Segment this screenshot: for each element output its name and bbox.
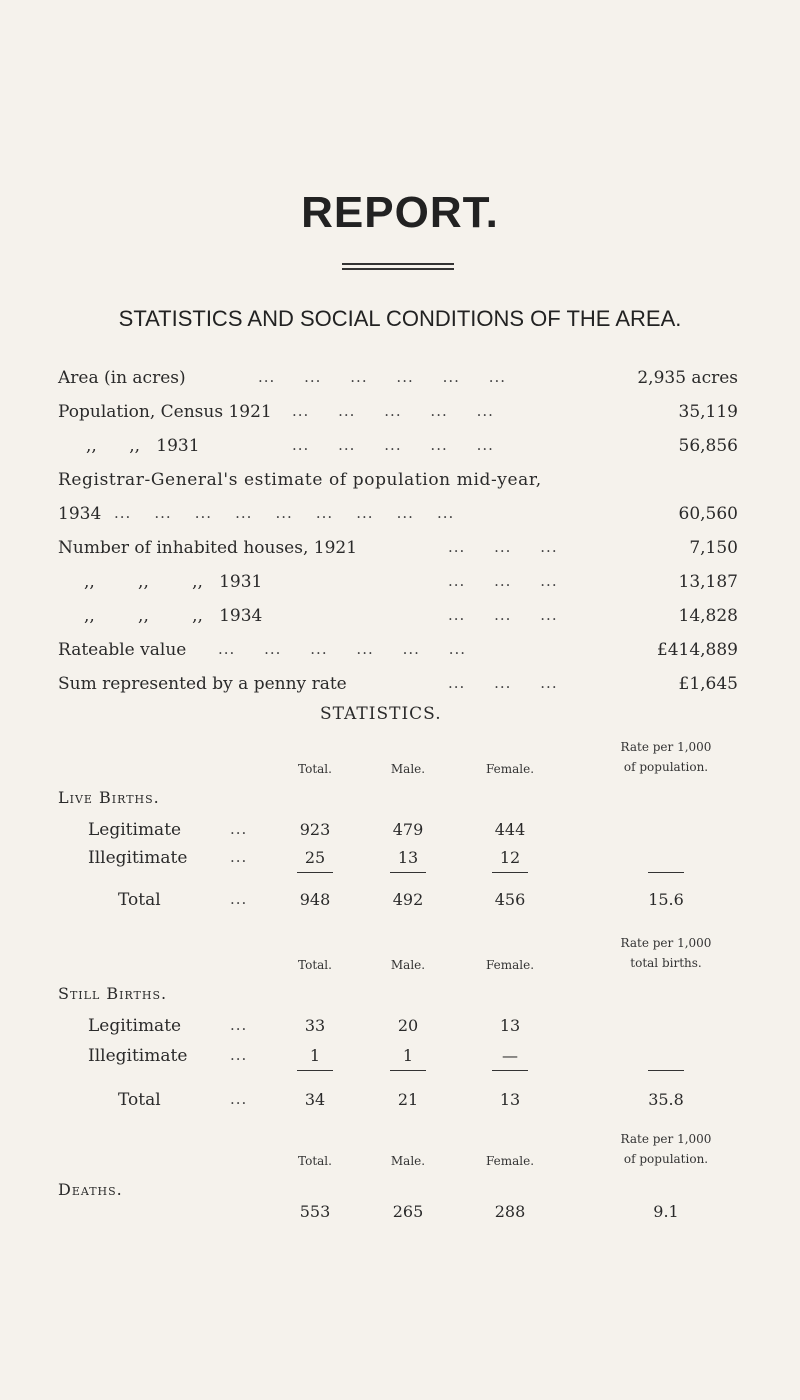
rate-header-line2: of population. — [623, 1152, 709, 1166]
col-male-header: Male. — [390, 762, 426, 776]
col-total-header: Total. — [298, 762, 332, 776]
houses-1921-label: Number of inhabited houses, 1921 — [58, 538, 358, 558]
leader-dots: ... — [230, 1090, 248, 1108]
col-total-header: Total. — [298, 1154, 332, 1168]
still-births-title: Still Births. — [58, 984, 168, 1003]
cell-male: 20 — [397, 1016, 419, 1035]
houses-1934-label: ,, ,, ,, 1934 — [84, 606, 263, 626]
row-label: Total — [118, 1090, 161, 1110]
cell-total: 25 — [304, 848, 326, 867]
cell-female: 456 — [494, 890, 526, 909]
cell-total: 1 — [309, 1046, 321, 1065]
leader-dots: ... ... ... ... ... ... ... ... ... — [114, 504, 455, 522]
cell-total: 923 — [299, 820, 331, 839]
cell-total: 34 — [304, 1090, 326, 1109]
houses-1931-value: 13,187 — [678, 572, 738, 592]
cell-female: 444 — [494, 820, 526, 839]
leader-dots: ... — [230, 890, 248, 908]
sum-rule — [492, 872, 528, 873]
cell-male: 492 — [392, 890, 424, 909]
sum-rule — [390, 1070, 426, 1071]
houses-1931-label: ,, ,, ,, 1931 — [84, 572, 263, 592]
col-total-header: Total. — [298, 958, 332, 972]
row-label: Total — [118, 890, 161, 910]
statistics-title: STATISTICS. — [320, 704, 442, 724]
area-label: Area (in acres) — [58, 368, 186, 388]
sum-rule — [297, 1070, 333, 1071]
col-male-header: Male. — [390, 958, 426, 972]
houses-1921-value: 7,150 — [689, 538, 738, 558]
cell-male: 21 — [397, 1090, 419, 1109]
cell-total: 948 — [299, 890, 331, 909]
leader-dots: ... — [230, 820, 248, 838]
row-label: Illegitimate — [88, 1046, 188, 1066]
area-value: 2,935 acres — [637, 368, 738, 388]
row-label: Legitimate — [88, 1016, 182, 1036]
deaths-title: Deaths. — [58, 1180, 123, 1199]
rate-header-line1: Rate per 1,000 — [620, 936, 712, 950]
leader-dots: ... — [230, 848, 248, 866]
population-1921-label: Population, Census 1921 — [58, 402, 272, 422]
cell-total: 553 — [299, 1202, 331, 1221]
section-heading: STATISTICS AND SOCIAL CONDITIONS OF THE AREA. — [118, 306, 682, 331]
cell-female: 13 — [499, 1016, 521, 1035]
row-label: Illegitimate — [88, 848, 188, 868]
sum-rule — [297, 872, 333, 873]
cell-female: 12 — [499, 848, 521, 867]
leader-dots: ... ... ... — [448, 674, 558, 692]
rate-header-line2: of population. — [623, 760, 709, 774]
cell-female: 13 — [499, 1090, 521, 1109]
rate-header-line1: Rate per 1,000 — [620, 740, 712, 754]
leader-dots: ... ... ... — [448, 538, 558, 556]
sum-rule — [648, 1070, 684, 1071]
cell-rate: 35.8 — [648, 1090, 684, 1109]
sum-rule — [390, 872, 426, 873]
population-1931-label: ,, ,, 1931 — [86, 436, 200, 456]
report-title: REPORT. — [301, 188, 499, 237]
live-births-title: Live Births. — [58, 788, 160, 807]
rateable-value-label: Rateable value — [58, 640, 187, 660]
cell-total: 33 — [304, 1016, 326, 1035]
cell-male: 265 — [392, 1202, 424, 1221]
houses-1934-value: 14,828 — [678, 606, 738, 626]
estimate-value: 60,560 — [678, 504, 738, 524]
cell-rate: 15.6 — [648, 890, 684, 909]
cell-male: 479 — [392, 820, 424, 839]
cell-male: 13 — [397, 848, 419, 867]
cell-female: — — [502, 1046, 518, 1065]
rateable-value: £414,889 — [656, 640, 738, 660]
cell-female: 288 — [494, 1202, 526, 1221]
leader-dots: ... ... ... ... ... ... — [218, 640, 467, 658]
penny-rate-label: Sum represented by a penny rate — [58, 674, 347, 694]
leader-dots: ... — [230, 1016, 248, 1034]
population-1921-value: 35,119 — [678, 402, 738, 422]
col-female-header: Female. — [485, 762, 535, 776]
leader-dots: ... ... ... — [448, 572, 558, 590]
leader-dots: ... ... ... ... ... — [292, 402, 494, 420]
rate-header-line2: total births. — [630, 956, 702, 970]
estimate-year-label: 1934 — [58, 504, 102, 524]
leader-dots: ... ... ... — [448, 606, 558, 624]
leader-dots: ... ... ... ... ... ... — [258, 368, 507, 386]
sum-rule — [492, 1070, 528, 1071]
row-label: Legitimate — [88, 820, 182, 840]
population-1931-value: 56,856 — [678, 436, 738, 456]
title-divider — [342, 263, 454, 273]
col-male-header: Male. — [390, 1154, 426, 1168]
sum-rule — [648, 872, 684, 873]
cell-rate: 9.1 — [653, 1202, 679, 1221]
cell-male: 1 — [402, 1046, 414, 1065]
leader-dots: ... ... ... ... ... — [292, 436, 494, 454]
col-female-header: Female. — [485, 958, 535, 972]
penny-rate-value: £1,645 — [678, 674, 738, 694]
rate-header-line1: Rate per 1,000 — [620, 1132, 712, 1146]
registrar-estimate-label: Registrar-General's estimate of population mid-year, — [58, 470, 542, 490]
leader-dots: ... — [230, 1046, 248, 1064]
col-female-header: Female. — [485, 1154, 535, 1168]
